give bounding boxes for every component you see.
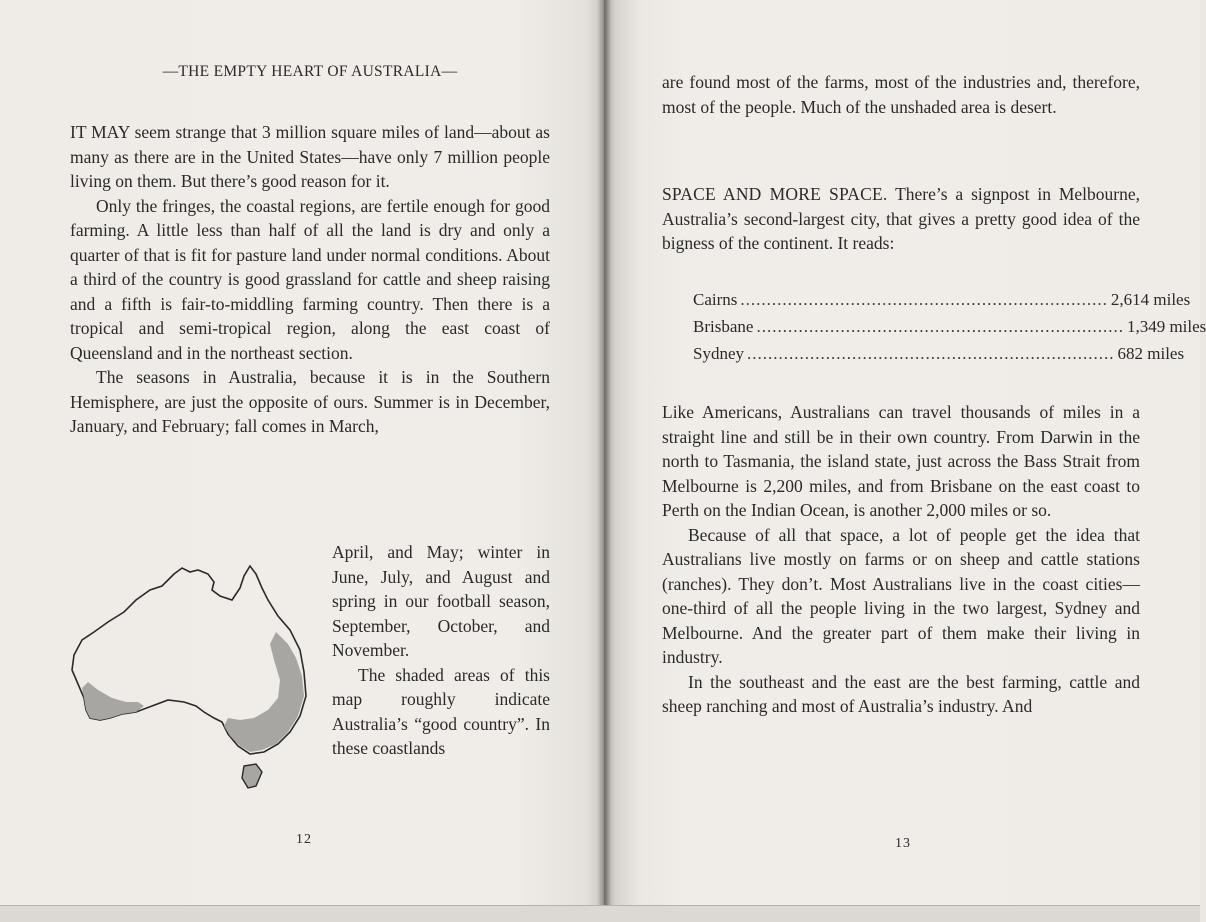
scan-bottom-edge — [0, 905, 1200, 922]
distance-miles: 1,349 miles — [1126, 317, 1206, 336]
distance-miles: 682 miles — [1117, 344, 1185, 363]
leader-dots: ...................................................................... — [747, 344, 1115, 363]
left-body-text — [70, 120, 550, 439]
distance-city: Brisbane — [693, 317, 754, 336]
section-space — [662, 182, 1140, 256]
folio-right: 13 — [895, 836, 911, 851]
leader-dots: ...................................................................... — [740, 290, 1108, 309]
distance-miles: 2,614 miles — [1110, 290, 1191, 309]
distance-city: Sydney — [693, 344, 744, 363]
paragraph-seasons-continued: April, and May; winter in June, July, and August and spring in our football season, September, October, and November. — [332, 542, 550, 660]
right-body-text — [662, 400, 1140, 719]
distance-table — [693, 286, 1206, 367]
paragraph-southeast: In the southeast and the east are the best farming, cattle and sheep ranching and most of Australia’s industry. And — [662, 671, 1140, 716]
distance-row — [693, 313, 1206, 340]
paragraph-map-caption: The shaded areas of this map roughly indicate Australia’s “good country”. In these coastlands — [332, 664, 550, 758]
paragraph-intro: IT MAY seem strange that 3 million square miles of land—about as many as there are in the United States—have only 7 million people living on them. But there’s good reason for it. — [70, 122, 550, 191]
left-wrap-column — [332, 540, 550, 761]
paragraph-fringes: Only the fringes, the coastal regions, are fertile enough for good farming. A little less than half of all the land is dry and only a quarter of that is fit for pasture land under normal conditions. About a third of the country is good grassland for cattle and sheep raising and a fifth is fair-to-middling farming country. Then there is a tropical and semi-tropical region, along the east coast of Queensland and in the northeast section. — [70, 195, 550, 363]
section-head: SPACE AND MORE SPACE. — [662, 184, 888, 204]
distance-city: Cairns — [693, 290, 738, 309]
paragraph-continued: are found most of the farms, most of the industries and, therefore, most of the people. Much of the unshaded area is desert. — [662, 72, 1140, 117]
paragraph-americans: Like Americans, Australians can travel thousands of miles in a straight line and still be in their own country. From Darwin in the north to Tasmania, the island state, just across the Bass Strait from Melbourne is 2,200 miles, and from Brisbane on the east coast to Perth on the Indian Ocean, is another 2,000 miles or so. — [662, 402, 1140, 520]
paragraph-space: Because of all that space, a lot of people get the idea that Australians live mostly on farms or on sheep and cattle stations (ranches). They don’t. Most Australians live in the coast cities—one-third of all the people living in the two largest, Sydney and Melbourne. And the greater part of them make their living in industry. — [662, 524, 1140, 667]
running-head: —THE EMPTY HEART OF AUSTRALIA— — [162, 63, 458, 80]
folio-left: 12 — [296, 832, 312, 847]
section-paragraph — [662, 182, 1140, 256]
right-page — [604, 0, 1206, 905]
book-gutter — [597, 0, 611, 905]
paragraph-seasons: The seasons in Australia, because it is in the Southern Hemisphere, are just the opposite of ours. Summer is in December, January, and February; fall comes in March, — [70, 367, 550, 436]
australia-map-icon — [64, 560, 314, 795]
right-top-text — [662, 70, 1140, 119]
leader-dots: ...................................................................... — [756, 317, 1124, 336]
distance-row — [693, 286, 1191, 313]
section-text: There’s a signpost in Melbourne, Australia’s second-largest city, that gives a pretty good idea of the bigness of the continent. It reads: — [662, 184, 1140, 253]
distance-row — [693, 340, 1185, 367]
left-page — [0, 0, 604, 905]
